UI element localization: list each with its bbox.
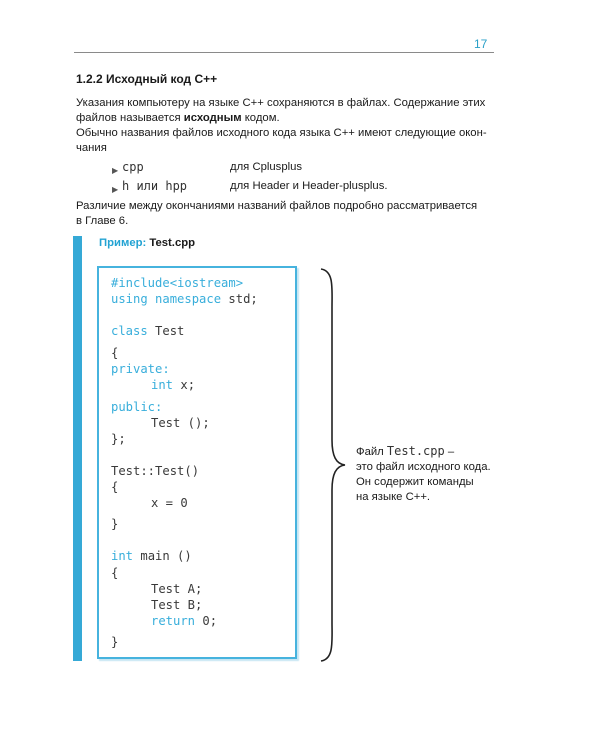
code-line: #include<iostream>	[111, 276, 244, 290]
bullet-arrow-icon: ▶	[112, 185, 119, 194]
note-pre: Файл	[356, 446, 387, 458]
extension-code: cpp	[122, 160, 144, 174]
paragraph-3-line-1: Различие между окончаниями названий файлов подробно рассматривается	[76, 200, 478, 212]
code-line: public:	[111, 400, 163, 414]
code-listing	[97, 266, 297, 659]
code-text: std;	[221, 292, 258, 306]
code-line	[151, 614, 217, 628]
paragraph-1-line-2-pre: файлов называется	[76, 112, 184, 124]
code-line: Test::Test()	[111, 464, 200, 478]
curly-brace	[318, 268, 348, 662]
paragraph-1-line-1: Указания компьютеру на языке С++ сохраняются в файлах. Содержание этих	[76, 97, 486, 109]
paragraph-1	[76, 96, 496, 126]
code-keyword: using namespace	[111, 292, 222, 306]
code-line: Test A;	[151, 582, 203, 596]
paragraph-2-line-2: чания	[76, 142, 107, 154]
note-line-4: на языке С++.	[356, 491, 431, 503]
code-line	[111, 292, 258, 306]
code-line: }	[111, 517, 119, 531]
code-keyword: int	[111, 549, 134, 563]
page-number: 17	[474, 37, 488, 51]
code-text: Test	[147, 324, 185, 338]
example-label: Пример:	[99, 237, 147, 249]
code-line	[151, 378, 195, 392]
code-line: }	[111, 635, 119, 649]
bullet-arrow-icon: ▶	[112, 166, 119, 175]
extension-description: для Header и Header-plusplus.	[230, 180, 388, 192]
example-accent-bar	[73, 236, 82, 661]
paragraph-1-line-2-post: кодом.	[241, 112, 280, 124]
note-dash: –	[444, 446, 455, 458]
code-line: {	[111, 346, 119, 360]
code-text: 0;	[195, 614, 218, 628]
paragraph-2-line-1: Обычно названия файлов исходного кода языка С++ имеют следующие окон-	[76, 127, 487, 139]
note-filename: Test.cpp	[386, 444, 445, 458]
paragraph-3-line-2: в Главе 6.	[76, 215, 129, 227]
side-note	[356, 444, 506, 505]
code-text: x;	[173, 378, 196, 392]
paragraph-3	[76, 199, 496, 229]
header-rule	[74, 52, 494, 53]
code-line: x = 0	[151, 496, 188, 510]
code-line: Test B;	[151, 598, 203, 612]
code-keyword: class	[111, 324, 148, 338]
note-line-2: это файл исходного кода.	[356, 461, 491, 473]
code-keyword: return	[151, 614, 196, 628]
code-line: };	[111, 432, 126, 446]
code-line: {	[111, 566, 119, 580]
extension-code: h или hpp	[122, 179, 188, 193]
bold-term: исходным	[183, 112, 242, 124]
paragraph-2	[76, 126, 496, 156]
example-title	[99, 237, 195, 249]
code-line	[111, 549, 192, 563]
code-line: private:	[111, 362, 170, 376]
code-line: Test ();	[151, 416, 210, 430]
code-keyword: int	[151, 378, 174, 392]
extension-description: для Cplusplus	[230, 161, 303, 173]
section-heading: 1.2.2 Исходный код С++	[76, 72, 218, 86]
example-filename: Test.cpp	[149, 237, 196, 249]
code-line: {	[111, 480, 119, 494]
note-line-3: Он содержит команды	[356, 476, 474, 488]
code-text: main ()	[133, 549, 192, 563]
code-line	[111, 324, 184, 338]
